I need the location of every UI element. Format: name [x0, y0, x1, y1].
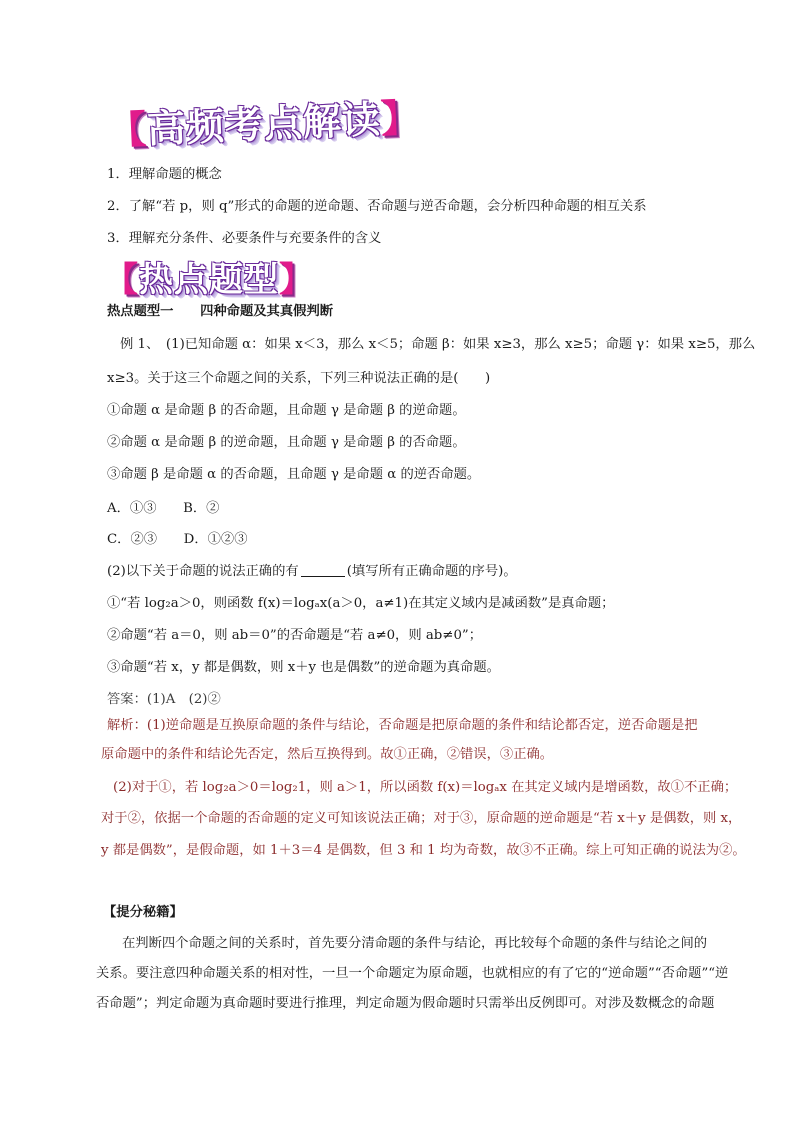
banner-bracket-open: 【 [107, 106, 149, 153]
part2-statement-2: ②命题“若 a＝0，则 ab＝0”的否命题是“若 a≠0，则 ab≠0”； [107, 628, 483, 643]
tips-line-3: 否命题”；判定命题为真命题时要进行推理，判定命题为假命题时只需举出反例即可。对涉及数概念的命题 [96, 996, 715, 1011]
objective-1: 1．理解命题的概念 [107, 167, 222, 182]
banner-title: 高频考点解读 [146, 96, 382, 152]
objective-2: 2．了解“若 p，则 q”形式的命题的逆命题、否命题与逆否命题，会分析四种命题的相互关系 [107, 199, 647, 214]
analysis-line-3: (2)对于①，若 log₂a＞0＝log₂1，则 a＞1，所以函数 f(x)＝logₐx 在其定义域内是增函数，故①不正确； [113, 780, 738, 795]
statement-1: ①命题 α 是命题 β 的否命题，且命题 γ 是命题 β 的逆命题。 [107, 403, 466, 418]
statement-2: ②命题 α 是命题 β 的逆命题，且命题 γ 是命题 β 的否命题。 [107, 435, 466, 450]
answer-blank [301, 575, 345, 577]
banner-bracket-close: 】 [279, 260, 314, 300]
part2-prompt [107, 565, 517, 578]
options-cd: C．②③ D．①②③ [107, 532, 248, 547]
analysis-line-4: 对于②，依据一个命题的否命题的定义可知该说法正确；对于③，原命题的逆命题是“若 x＋y 是偶数，则 x， [101, 811, 742, 826]
analysis-line-2: 原命题中的条件和结论先否定，然后互换得到。故①正确，②错误，③正确。 [101, 747, 554, 762]
part2-prompt-a: (2)以下关于命题的说法正确的有 [107, 564, 299, 579]
example-line-2: x≥3。关于这三个命题之间的关系，下列三种说法正确的是( ) [107, 371, 491, 386]
tips-title: 【提分秘籍】 [103, 905, 183, 920]
part2-statement-1: ①“若 log₂a＞0，则函数 f(x)＝logₐx(a＞0，a≠1)在其定义域内是减函数”是真命题； [107, 596, 615, 611]
hot-topics-banner [104, 252, 314, 301]
tips-line-1: 在判断四个命题之间的关系时，首先要分清命题的条件与结论，再比较每个命题的条件与结论之间的 [122, 936, 708, 951]
objective-3: 3．理解充分条件、必要条件与充要条件的含义 [107, 231, 382, 246]
part2-prompt-b: (填写所有正确命题的序号)。 [346, 564, 517, 579]
statement-3: ③命题 β 是命题 α 的否命题，且命题 γ 是命题 α 的逆否命题。 [107, 467, 481, 482]
tips-line-2: 关系。要注意四种命题关系的相对性，一旦一个命题定为原命题，也就相应的有了它的“逆命题”“否命题”“逆 [96, 966, 729, 981]
part2-statement-3: ③命题“若 x，y 都是偶数，则 x＋y 也是偶数”的逆命题为真命题。 [107, 660, 500, 675]
section-title: 热点题型一 四种命题及其真假判断 [107, 304, 334, 319]
banner-bracket-close: 】 [379, 94, 421, 142]
banner-title: 热点题型 [139, 260, 279, 300]
analysis-line-5: y 都是偶数”，是假命题，如 1＋3＝4 是偶数，但 3 和 1 均为奇数，故③不正确。综上可知正确的说法为②。 [101, 843, 746, 858]
high-frequency-banner [107, 86, 421, 155]
banner-bracket-open: 【 [104, 260, 139, 300]
example-line-1: 例 1、 (1)已知命题 α：如果 x＜3，那么 x＜5；命题 β：如果 x≥3，那么 x≥5；命题 γ：如果 x≥5，那么 [120, 337, 756, 352]
answer: 答案：(1)A (2)② [107, 692, 221, 707]
options-ab: A．①③ B．② [107, 501, 220, 516]
analysis-line-1: 解析：(1)逆命题是互换原命题的条件与结论，否命题是把原命题的条件和结论都否定，逆否命题是把 [107, 718, 698, 733]
